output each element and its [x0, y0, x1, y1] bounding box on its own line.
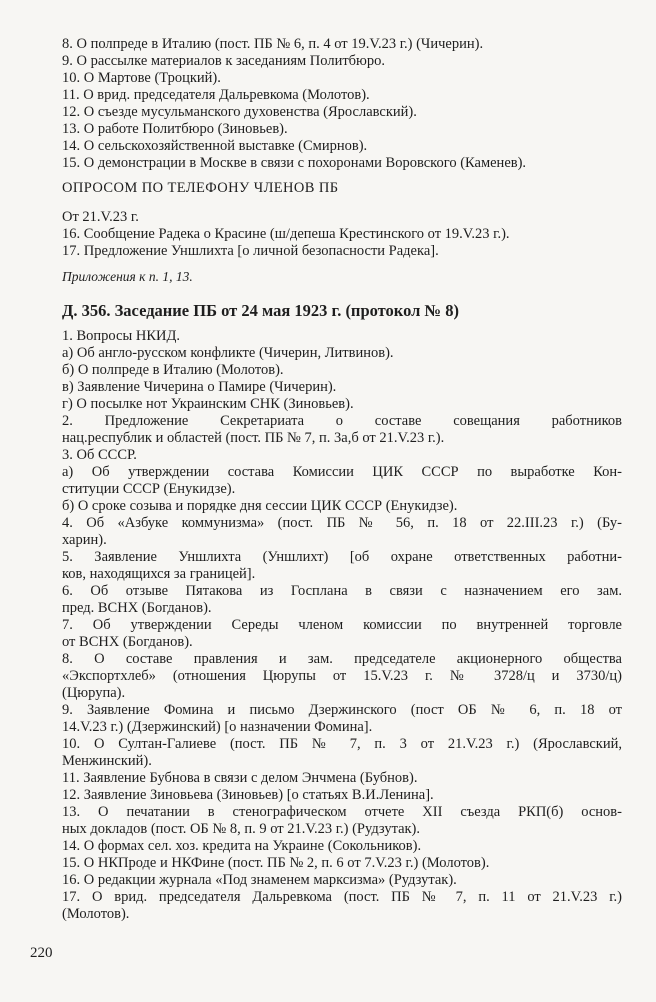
agenda-line: 8. О составе правления и зам. председателе акционерного общества [62, 651, 622, 667]
page-number: 220 [30, 945, 53, 961]
section-title: Д. 356. Заседание ПБ от 24 мая 1923 г. (протокол № 8) [62, 301, 459, 320]
agenda-line: 16. О редакции журнала «Под знаменем марксизма» (Рудзутак). [62, 872, 457, 888]
appendix-note: Приложения к п. 1, 13. [62, 269, 193, 284]
agenda-line: 17. О врид. председателя Дальревкома (пост. ПБ № 7, п. 11 от 21.V.23 г.) [62, 889, 622, 905]
list-item: 13. О работе Политбюро (Зиновьев). [62, 121, 288, 137]
agenda-line: ных докладов (пост. ОБ № 8, п. 9 от 21.V.23 г.) (Рудзутак). [62, 821, 421, 837]
agenda-line: б) О сроке созыва и порядке дня сессии ЦИК СССР (Енукидзе). [62, 498, 458, 514]
agenda-line: 12. Заявление Зиновьева (Зиновьев) [о статьях В.И.Ленина]. [62, 787, 434, 803]
agenda-line: 3. Об СССР. [62, 447, 137, 463]
agenda-line: (Цюрупа). [62, 685, 126, 701]
agenda-line: 13. О печатании в стенографическом отчете XII съезда РКП(б) основ- [62, 804, 622, 820]
agenda-line: харин). [62, 532, 107, 548]
agenda-line: а) Об утверждении состава Комиссии ЦИК СССР по выработке Кон- [62, 464, 622, 480]
poll-heading-block [62, 180, 622, 197]
list-item: 14. О сельскохозяйственной выставке (Смирнов). [62, 138, 368, 154]
agenda-line: от ВСНХ (Богданов). [62, 634, 193, 650]
agenda-line: б) О полпреде в Италию (Молотов). [62, 362, 284, 378]
agenda-line: 7. Об утверждении Середы членом комиссии по внутренней торговле [62, 617, 622, 633]
list-item: 17. Предложение Уншлихта [о личной безопасности Радека]. [62, 243, 439, 259]
agenda-line: 14. О формах сел. хоз. кредита на Украине (Сокольников). [62, 838, 422, 854]
section-title-block [62, 301, 622, 321]
agenda-line: 6. Об отзыве Пятакова из Госплана в связи с назначением его зам. [62, 583, 622, 599]
agenda-line: «Экспортхлеб» (отношения Цюрупы от 15.V.23 г. № 3728/ц и 3730/ц) [62, 668, 622, 684]
agenda-line: 15. О НКПроде и НКФине (пост. ПБ № 2, п. 6 от 7.V.23 г.) (Молотов). [62, 855, 490, 871]
top-items-list [62, 36, 622, 172]
appendix-note-block [62, 268, 622, 285]
agenda-line: а) Об англо-русском конфликте (Чичерин, Литвинов). [62, 345, 394, 361]
agenda-line: в) Заявление Чичерина о Памире (Чичерин). [62, 379, 337, 395]
list-item: 16. Сообщение Радека о Красине (ш/депеша Крестинского от 19.V.23 г.). [62, 226, 510, 242]
agenda-line: 2. Предложение Секретариата о составе совещания работников [62, 413, 622, 429]
agenda-line: 5. Заявление Уншлихта (Уншлихт) [об охране ответственных работни- [62, 549, 622, 565]
agenda-line: 14.V.23 г.) (Дзержинский) [о назначении Фомина]. [62, 719, 373, 735]
list-item: 12. О съезде мусульманского духовенства (Ярославский). [62, 104, 417, 120]
agenda-list [62, 328, 622, 923]
agenda-line: 11. Заявление Бубнова в связи с делом Энчмена (Бубнов). [62, 770, 418, 786]
agenda-line: ков, находящихся за границей]. [62, 566, 256, 582]
list-item: 8. О полпреде в Италию (пост. ПБ № 6, п. 4 от 19.V.23 г.) (Чичерин). [62, 36, 484, 52]
poll-heading: ОПРОСОМ ПО ТЕЛЕФОНУ ЧЛЕНОВ ПБ [62, 180, 339, 196]
agenda-line: 1. Вопросы НКИД. [62, 328, 180, 344]
agenda-line: 4. Об «Азбуке коммунизма» (пост. ПБ № 56, п. 18 от 22.III.23 г.) (Бу- [62, 515, 622, 531]
agenda-line: 9. Заявление Фомина и письмо Дзержинского (пост ОБ № 6, п. 18 от [62, 702, 622, 718]
agenda-line: ституции СССР (Енукидзе). [62, 481, 236, 497]
agenda-line: 10. О Султан-Галиеве (пост. ПБ № 7, п. 3 от 21.V.23 г.) (Ярославский, [62, 736, 622, 752]
list-item: 10. О Мартове (Троцкий). [62, 70, 221, 86]
list-item: 15. О демонстрации в Москве в связи с похоронами Воровского (Каменев). [62, 155, 527, 171]
agenda-line: (Молотов). [62, 906, 130, 922]
poll-block [62, 209, 622, 260]
list-item: 9. О рассылке материалов к заседаниям Политбюро. [62, 53, 386, 69]
agenda-line: нац.республик и областей (пост. ПБ № 7, п. 3а,б от 21.V.23 г.). [62, 430, 445, 446]
agenda-line: Менжинский). [62, 753, 152, 769]
agenda-line: г) О посылке нот Украинским СНК (Зиновьев). [62, 396, 354, 412]
list-item: 11. О врид. председателя Дальревкома (Молотов). [62, 87, 370, 103]
poll-date: От 21.V.23 г. [62, 209, 139, 225]
agenda-line: пред. ВСНХ (Богданов). [62, 600, 212, 616]
